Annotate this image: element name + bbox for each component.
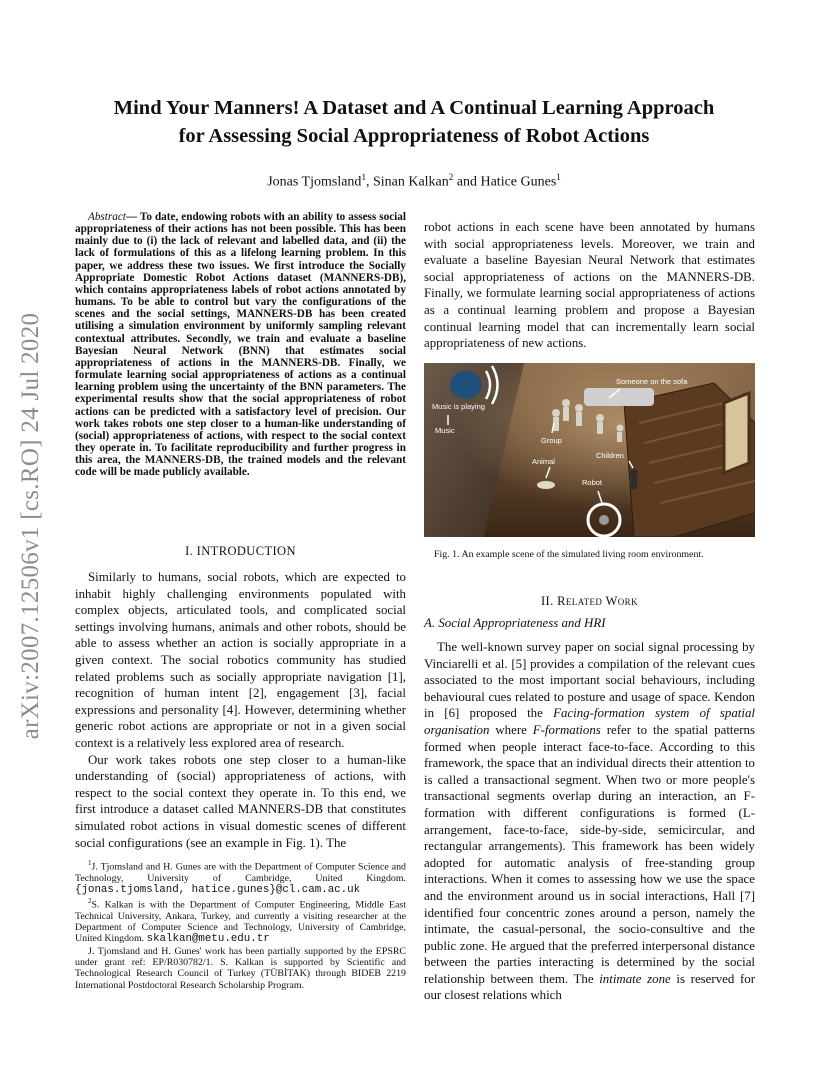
footnote [75,858,406,896]
author-list [40,172,788,191]
figure-scene-image [424,363,755,537]
paragraph: Our work takes robots one step closer to a human-like understanding of (social) appropriateness of actions, with respect to the social context they operate in. To this end, we first introduce a dataset called MANNERS-DB that constitutes simulated robot actions in visual domestic scenes of different social configurations (see an example in Fig. 1). The [75,752,406,850]
italic-term: intimate zone [599,971,671,986]
author-name: Sinan Kalkan [372,174,449,190]
paper-title [40,94,788,150]
email-address: {jonas.tjomsland, hatice.gunes}@cl.cam.ac.uk [75,883,361,896]
section-heading-introduction [75,544,406,559]
section-heading-text: I. INTRODUCTION [185,544,296,558]
abstract-label: Abstract [88,211,126,223]
text-run: where [489,722,533,737]
affiliation-mark: 1 [361,172,366,182]
footnotes [75,858,406,991]
arxiv-id: arXiv:2007.12506v1 [cs.RO] 24 Jul 2020 [17,312,44,740]
email-address: skalkan@metu.edu.tr [146,933,270,946]
scene-illustration [424,363,755,537]
affiliation-mark: 1 [556,172,561,182]
figure-label-music: Music [435,426,455,435]
figure-label-animal: Animal [532,457,555,466]
text-run: is reserved for our closest relations which [424,971,755,1003]
figure-label-group: Group [541,436,562,445]
author-separator: , [365,174,373,190]
affiliation-mark: 2 [448,172,454,182]
arxiv-stamp [11,296,51,756]
author-name: Hatice Gunes [480,174,557,190]
author-name: Jonas Tjomsland [267,174,362,190]
title-line-2: for Assessing Social Appropriateness of Robot Actions [178,125,650,147]
figure-caption: Fig. 1. An example scene of the simulated living room environment. [434,549,704,560]
figure-label-music-playing: Music is playing [432,402,485,411]
paragraph: robot actions in each scene have been annotated by humans with social appropriateness levels. Moreover, we train and evaluate a baseline Bayesian Neural Network that estimates social appropriateness of actions on the MANNERS-DB. Finally, we formulate learning social appropriateness of actions as a continual learning problem and propose a Bayesian continual learning model that can incrementally learn social appropriateness of new actions. [424,220,755,351]
italic-term: F-formations [532,722,601,737]
paragraph [424,639,755,1004]
footnote [75,896,406,945]
figure-label-robot: Robot [582,478,603,487]
introduction-continued [424,219,755,352]
paragraph: Similarly to humans, social robots, which are expected to inhabit highly challenging environments populated with complex objects, articulated tools, and complicated social settings involving humans, animals and other robots, should be able to assess whether an action is socially appropriate in a given context. The social robotics community has studied related problems such as socially appropriate navigation [1], recognition of human intent [2], engagement [3], facial expressions and personality [4]. However, determining whether generic robot actions are appropriate or not in a given social context is a relatively less explored area of research. [75,570,406,750]
subsection-heading: A. Social Appropriateness and HRI [424,616,606,630]
author-separator: and [453,174,481,190]
footnote-mark: 1 [88,859,92,867]
related-work-body [424,639,755,1004]
introduction-body [75,569,406,851]
section-heading-related-work: II. Related Work [540,594,638,608]
footnote-mark: 2 [88,897,92,906]
footnote-text: J. Tjomsland and H. Gunes are with the Department of Computer Science and Technology, University of Cambridge, United Kingdom. [75,861,406,884]
figure-label-sofa: Someone on the sofa [616,377,688,386]
figure-label-children: Children [596,451,624,460]
text-run: The well-known survey paper on social signal processing by Vinciarelli et al. [5] provides a compilation of the relevant cues associated to the most important social behaviours, including behavioural cues related to posture and usage of space. Kendon in [6] proposed the [424,640,755,721]
title-line-1: Mind Your Manners! A Dataset and A Continual Learning Approach [113,97,715,119]
abstract [75,211,406,478]
footnote: J. Tjomsland and H. Gunes' work has been partially supported by the EPSRC under grant ref: EP/R030782/1. S. Kalkan is supported by Scientific and Technological Research Council of Turkey (TÜBİTAK) through BIDEB 2219 International Postdoctoral Research Scholarship Program. [75,945,406,991]
italic-term: Facing-formation system of spatial organisation [424,706,755,737]
abstract-text: — To date, endowing robots with an ability to assess social appropriateness of their actions has not been possible. This has been mainly due to (i) the lack of relevant and labelled data, and (ii) the lack of formulations of this as a lifelong learning problem. In this paper, we address these two issues. We first introduce the Socially Appropriate Domestic Robot Actions dataset (MANNERS-DB), which contains appropriateness labels of robot actions annotated by humans. To be able to control but vary the configurations of the scenes and the social settings, MANNERS-DB has been created utilising a simulation environment by uniformly sampling relevant contextual attributes. Secondly, we train and evaluate a baseline Bayesian Neural Network (BNN) that estimates social appropriateness of actions in the MANNERS-DB. Finally, we formulate learning social appropriateness of actions as a continual learning problem using the uncertainty of the BNN parameters. The experimental results show that the social appropriateness of robot actions can be predicted with a satisfactory level of precision. Our work takes robots one step closer to a human-like understanding of (social) appropriateness of actions, with respect to the social context they operate in. To facilitate reproducibility and further progress in this area, the MANNERS-DB, the trained models and the relevant code will be made publicly available. [75,211,406,479]
footnote-text: S. Kalkan is with the Department of Computer Engineering, Middle East Technical University, Ankara, Turkey, and currently a visiting researcher at the Department of Computer Science and Technology, University of Cambridge, United Kingdom. [75,899,406,945]
text-run: refer to the spatial patterns formed when people interact face-to-face. According to this framework, the space that an individual directs their attention to is called a transactional segment. When two or more people's transactional segments overlap during an interaction, an F-formation with different configurations is formed (L-arrangement, face-to-face, side-by-side, semicircular, and rectangular arrangements). This framework has been widely adopted for automatic analysis of free-standing group interactions. When it comes to assessing how we use the space and the environment around us in social interactions, Hall [7] identified four concentric zones around a person, namely the intimate, the casual-personal, the socio-consultive and the public zone. He argued that the preferred interpersonal distance between the parties interacting is determined by the social relationship between them. The [424,722,755,986]
